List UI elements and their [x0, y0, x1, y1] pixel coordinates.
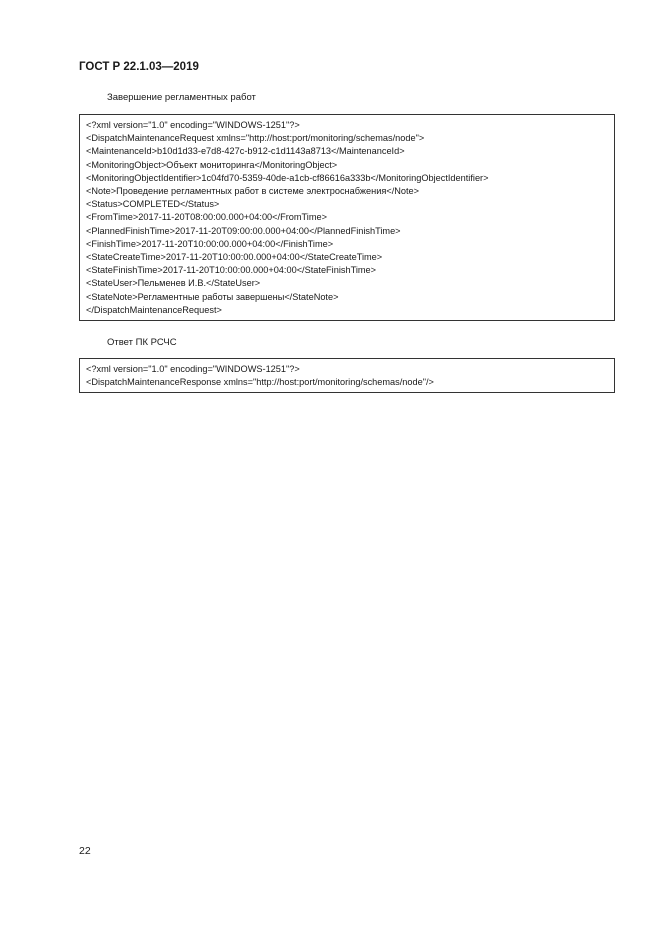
code-line: <?xml version="1.0" encoding="WINDOWS-1251"?>: [86, 364, 300, 374]
code-line: <DispatchMaintenanceRequest xmlns="http://host:port/monitoring/schemas/node">: [86, 133, 425, 144]
code-line: <StateUser>Пельменев И.В.</StateUser>: [86, 278, 261, 289]
xml-response-box: [79, 358, 615, 393]
code-line: <PlannedFinishTime>2017-11-20T09:00:00.000+04:00</PlannedFinishTime>: [86, 225, 401, 236]
code-line: <DispatchMaintenanceResponse xmlns="http://host:port/monitoring/schemas/node"/>: [86, 377, 434, 388]
code-line: <StateCreateTime>2017-11-20T10:00:00.000+04:00</StateCreateTime>: [86, 252, 383, 263]
page-number: 22: [79, 845, 91, 857]
section-caption-response: Ответ ПК РСЧС: [107, 337, 177, 348]
code-line: <MonitoringObject>Объект мониторинга</MonitoringObject>: [86, 159, 338, 170]
code-line: <Note>Проведение регламентных работ в системе электроснабжения</Note>: [86, 186, 420, 197]
code-line: <Status>COMPLETED</Status>: [86, 199, 220, 210]
xml-request-box: [79, 114, 615, 321]
code-line: </DispatchMaintenanceRequest>: [86, 304, 222, 315]
code-line: <?xml version="1.0" encoding="WINDOWS-1251"?>: [86, 120, 300, 130]
code-line: <FinishTime>2017-11-20T10:00:00.000+04:00</FinishTime>: [86, 238, 334, 249]
code-line: <StateNote>Регламентные работы завершены</StateNote>: [86, 291, 339, 302]
code-line: <MonitoringObjectIdentifier>1c04fd70-5359-40de-a1cb-cf86616a333b</MonitoringObjectIdentifier>: [86, 172, 489, 183]
section-caption-completion: Завершение регламентных работ: [107, 92, 256, 103]
document-header: ГОСТ Р 22.1.03—2019: [79, 61, 199, 73]
code-line: <MaintenanceId>b10d1d33-e7d8-427c-b912-c1d1143a8713</MaintenanceId>: [86, 146, 405, 157]
code-line: <FromTime>2017-11-20T08:00:00.000+04:00</FromTime>: [86, 212, 327, 223]
code-line: <StateFinishTime>2017-11-20T10:00:00.000+04:00</StateFinishTime>: [86, 265, 377, 276]
